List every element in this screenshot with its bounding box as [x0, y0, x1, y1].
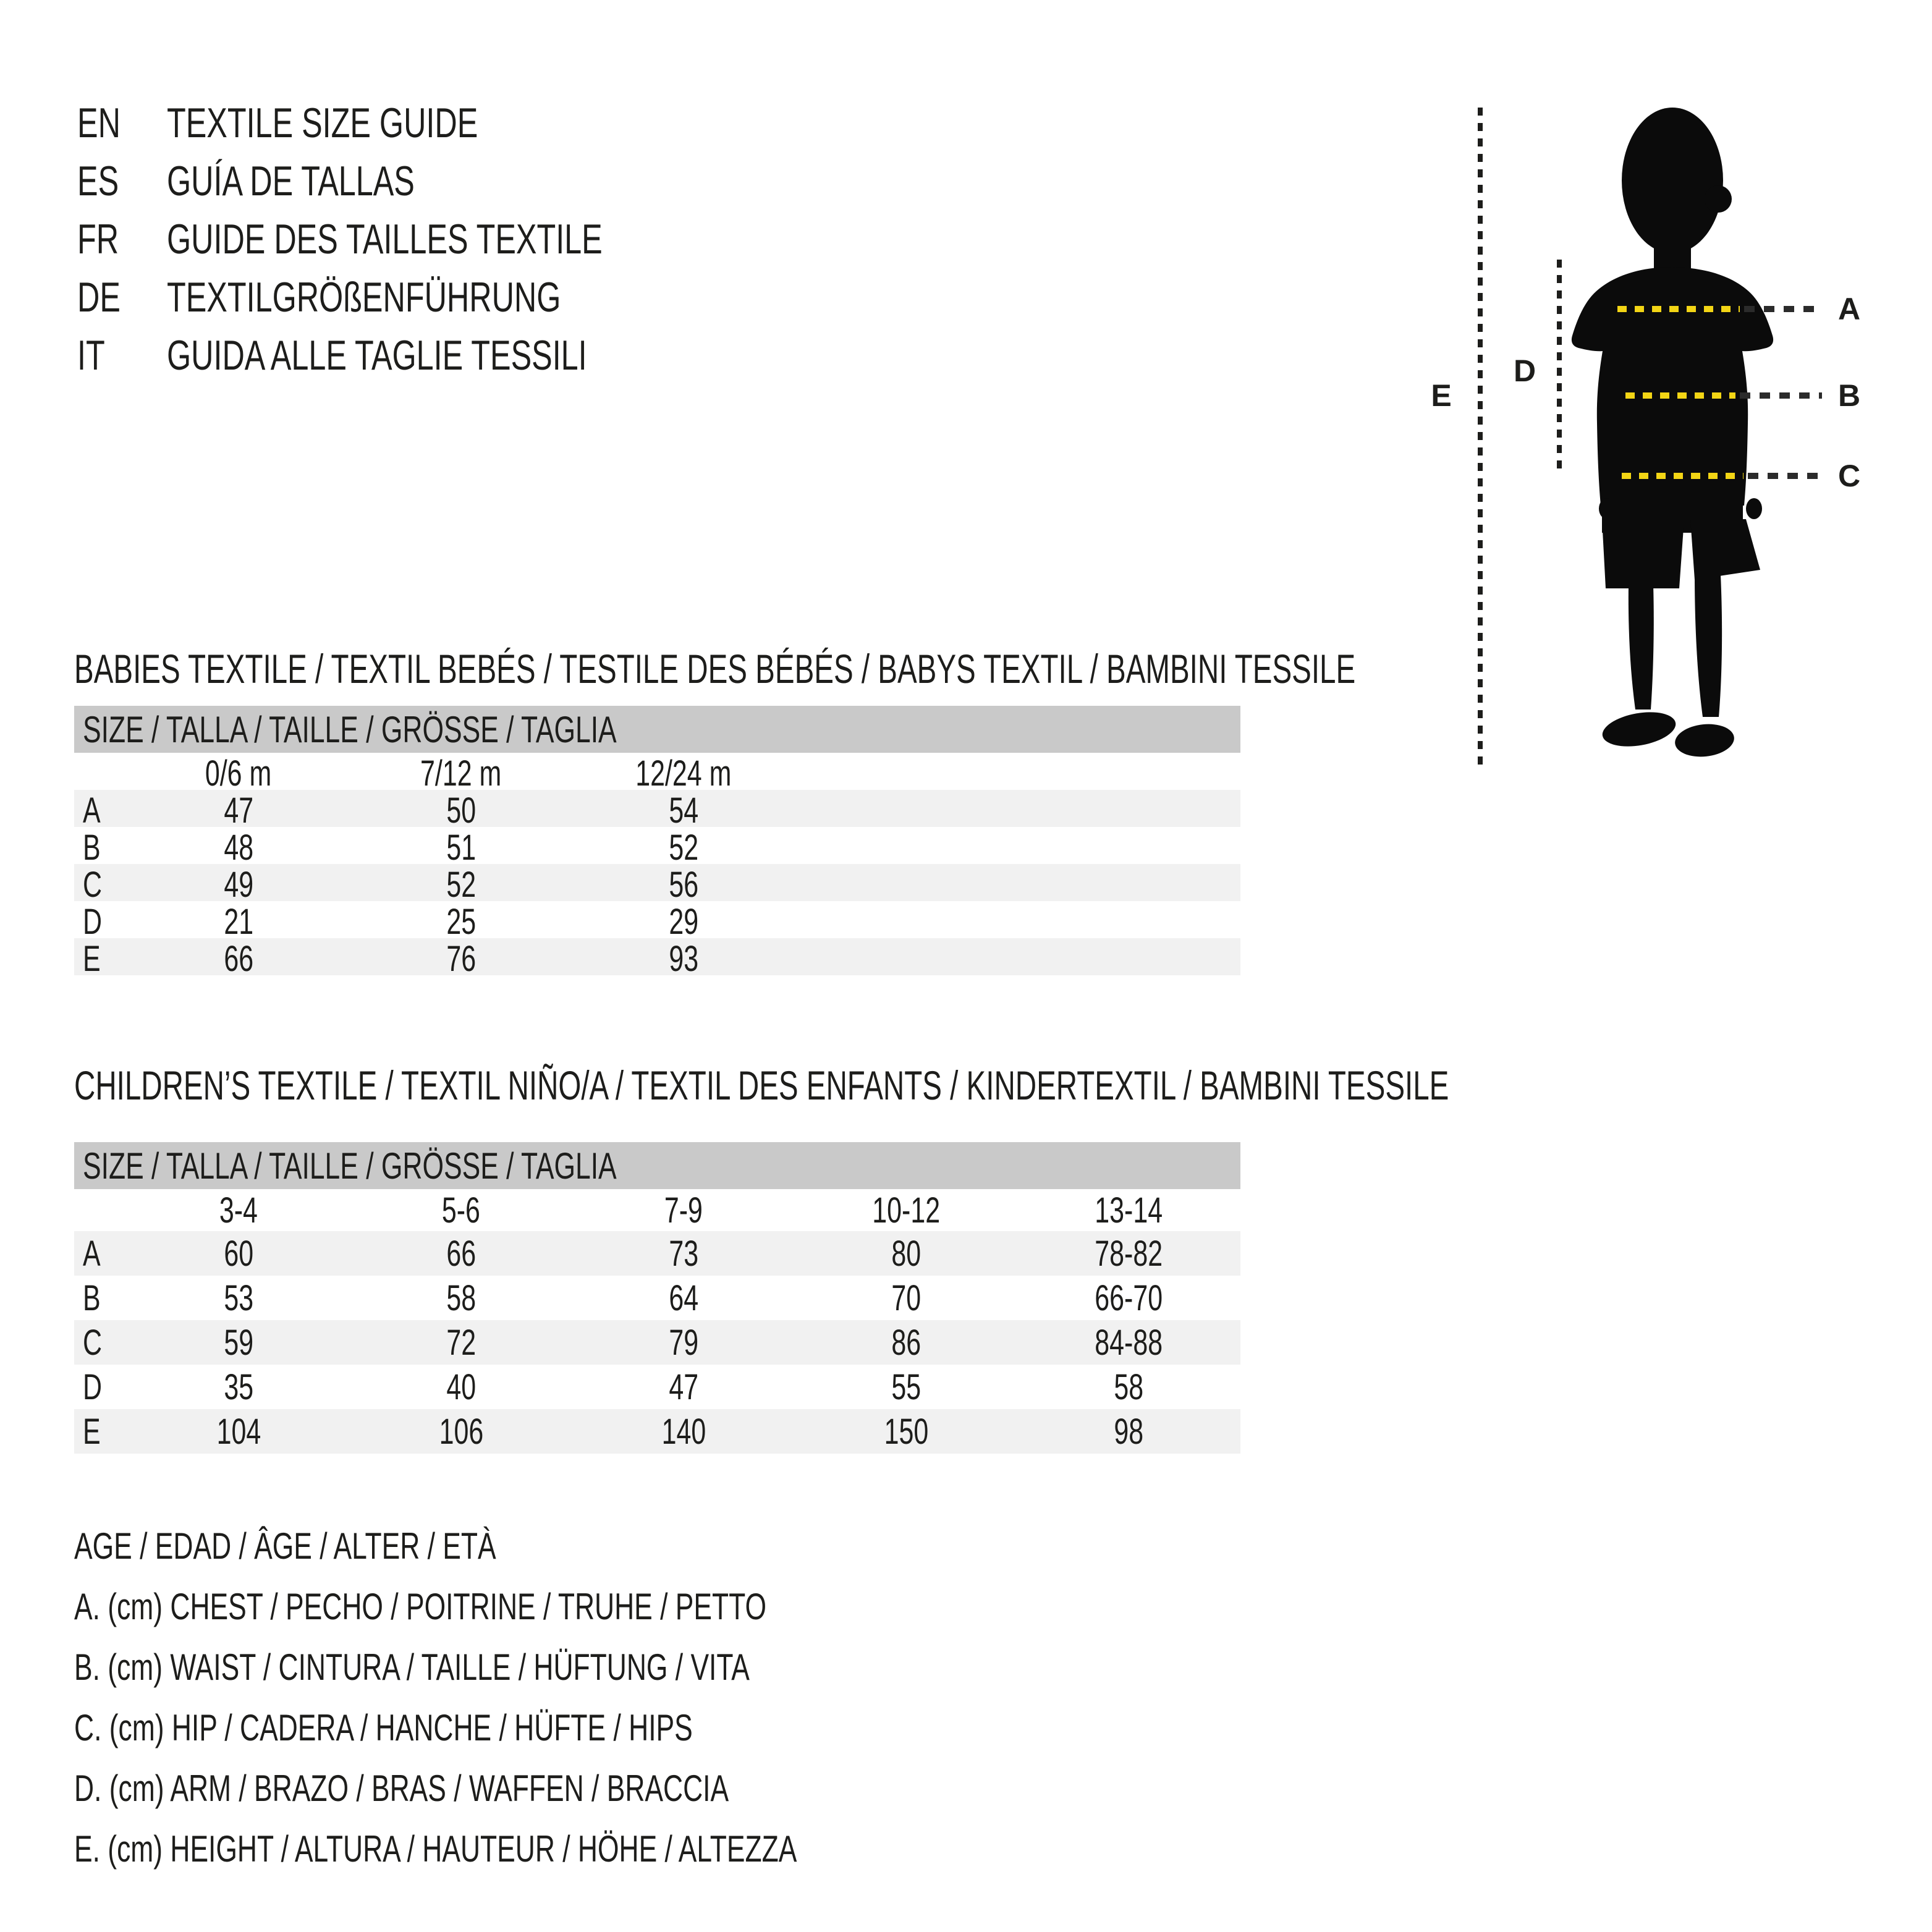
value-cell: 106: [439, 1411, 483, 1452]
value-cell: 104: [216, 1411, 261, 1452]
children-heading-text: CHILDREN’S TEXTILE / TEXTIL NIÑO/A / TEXTIL DES ENFANTS / KINDERTEXTIL / BAMBINI TESSILE: [74, 1062, 1449, 1108]
value-cell: 66: [446, 1233, 476, 1274]
value-cell: 55: [891, 1366, 921, 1407]
legend-line-arm: D. (cm) ARM / BRAZO / BRAS / WAFFEN / BRACCIA: [74, 1767, 729, 1809]
label-height-e: E: [1431, 378, 1452, 413]
value-cell: 80: [891, 1233, 921, 1274]
legend-line-height: E. (cm) HEIGHT / ALTURA / HAUTEUR / HÖHE / ALTEZZA: [74, 1828, 797, 1870]
language-code: IT: [77, 332, 105, 379]
row-label: B: [83, 1277, 101, 1318]
table-row: [74, 1231, 1240, 1276]
value-cell: 54: [669, 790, 698, 831]
row-label: D: [83, 902, 102, 942]
corner-cell: [74, 1189, 127, 1231]
value-cell: 150: [884, 1411, 928, 1452]
label-chest-a: A: [1837, 292, 1861, 326]
row-label: C: [83, 865, 102, 905]
child-measurement-figure: [1409, 87, 1932, 810]
table-row: [74, 790, 1240, 831]
row-label: C: [83, 1322, 102, 1363]
column-header: 7/12 m: [420, 753, 502, 794]
filler-cell: [795, 753, 1240, 794]
filler-cell: [795, 901, 1240, 943]
value-cell: 73: [669, 1233, 698, 1274]
guide-title-en: TEXTILE SIZE GUIDE: [167, 100, 478, 146]
value-cell: 52: [446, 865, 476, 905]
filler-cell: [795, 790, 1240, 831]
children-size-header-bar: [74, 1142, 1240, 1189]
value-cell: 64: [669, 1277, 698, 1318]
value-cell: 40: [446, 1366, 476, 1407]
guide-title-de: TEXTILGRÖßENFÜHRUNG: [167, 274, 561, 321]
value-cell: 78-82: [1095, 1233, 1163, 1274]
row-label: E: [83, 1411, 101, 1452]
value-cell: 51: [446, 828, 476, 868]
value-cell: 47: [669, 1366, 698, 1407]
value-cell: 47: [224, 790, 253, 831]
filler-cell: [795, 938, 1240, 980]
table-row: [74, 938, 1240, 979]
children-column-header-row: [74, 1189, 1240, 1231]
column-header: 10-12: [872, 1190, 940, 1231]
value-cell: 29: [669, 902, 698, 942]
measurement-legend: [74, 1515, 1051, 1879]
table-row: [74, 1365, 1240, 1409]
filler-cell: [795, 827, 1240, 868]
column-header: 0/6 m: [205, 753, 272, 794]
language-row-es: [77, 152, 755, 210]
value-cell: 66: [224, 939, 253, 979]
babies-heading-text: BABIES TEXTILE / TEXTIL BEBÉS / TESTILE DES BÉBÉS / BABYS TEXTIL / BAMBINI TESSILE: [74, 646, 1356, 692]
value-cell: 93: [669, 939, 698, 979]
size-header-text: SIZE / TALLA / TAILLE / GRÖSSE / TAGLIA: [83, 1145, 617, 1187]
legend-line-hip: C. (cm) HIP / CADERA / HANCHE / HÜFTE / HIPS: [74, 1706, 693, 1748]
value-cell: 58: [1114, 1366, 1143, 1407]
language-row-en: [77, 94, 755, 152]
value-cell: 50: [446, 790, 476, 831]
column-header: 12/24 m: [635, 753, 732, 794]
table-row: [74, 864, 1240, 905]
value-cell: 52: [669, 828, 698, 868]
babies-size-header-bar: [74, 706, 1240, 753]
value-cell: 21: [224, 902, 253, 942]
legend-line-age: AGE / EDAD / ÂGE / ALTER / ETÀ: [74, 1525, 496, 1567]
table-row: [74, 1409, 1240, 1454]
value-cell: 48: [224, 828, 253, 868]
column-header: 7-9: [664, 1190, 703, 1231]
value-cell: 56: [669, 865, 698, 905]
table-row: [74, 901, 1240, 942]
row-label: D: [83, 1366, 102, 1407]
language-code: EN: [77, 100, 121, 146]
value-cell: 70: [891, 1277, 921, 1318]
row-label: B: [83, 828, 101, 868]
value-cell: 25: [446, 902, 476, 942]
language-row-fr: [77, 210, 755, 268]
value-cell: 66-70: [1095, 1277, 1163, 1318]
row-label: A: [83, 1233, 101, 1274]
value-cell: 53: [224, 1277, 253, 1318]
table-row: [74, 1276, 1240, 1320]
value-cell: 60: [224, 1233, 253, 1274]
value-cell: 86: [891, 1322, 921, 1363]
babies-size-table: [74, 706, 1240, 979]
guide-title-it: GUIDA ALLE TAGLIE TESSILI: [167, 332, 587, 379]
children-size-table: [74, 1142, 1240, 1454]
value-cell: 76: [446, 939, 476, 979]
value-cell: 72: [446, 1322, 476, 1363]
value-cell: 49: [224, 865, 253, 905]
value-cell: 140: [661, 1411, 706, 1452]
filler-cell: [795, 864, 1240, 905]
language-list: [77, 94, 755, 384]
guide-title-fr: GUIDE DES TAILLES TEXTILE: [167, 216, 603, 263]
value-cell: 98: [1114, 1411, 1143, 1452]
guide-title-es: GUÍA DE TALLAS: [167, 158, 415, 205]
value-cell: 59: [224, 1322, 253, 1363]
babies-section-heading: [74, 644, 1854, 693]
row-label: E: [83, 939, 101, 979]
size-header-text: SIZE / TALLA / TAILLE / GRÖSSE / TAGLIA: [83, 708, 617, 750]
language-code: FR: [77, 216, 119, 263]
column-header: 13-14: [1095, 1190, 1163, 1231]
column-header: 5-6: [441, 1190, 481, 1231]
label-waist-b: B: [1837, 378, 1861, 413]
value-cell: 58: [446, 1277, 476, 1318]
label-hip-c: C: [1837, 459, 1861, 493]
corner-cell: [74, 753, 127, 794]
value-cell: 84-88: [1095, 1322, 1163, 1363]
legend-line-chest: A. (cm) CHEST / PECHO / POITRINE / TRUHE / PETTO: [74, 1585, 767, 1627]
language-row-de: [77, 268, 755, 326]
legend-line-waist: B. (cm) WAIST / CINTURA / TAILLE / HÜFTUNG / VITA: [74, 1646, 750, 1688]
table-row: [74, 1320, 1240, 1365]
language-code: DE: [77, 274, 121, 321]
label-arm-d: D: [1513, 354, 1536, 388]
language-code: ES: [77, 158, 119, 205]
table-row: [74, 827, 1240, 868]
row-label: A: [83, 790, 101, 831]
children-section-heading: [74, 1061, 1932, 1110]
value-cell: 35: [224, 1366, 253, 1407]
value-cell: 79: [669, 1322, 698, 1363]
column-header: 3-4: [219, 1190, 258, 1231]
babies-column-header-row: [74, 753, 1240, 794]
language-row-it: [77, 326, 755, 384]
